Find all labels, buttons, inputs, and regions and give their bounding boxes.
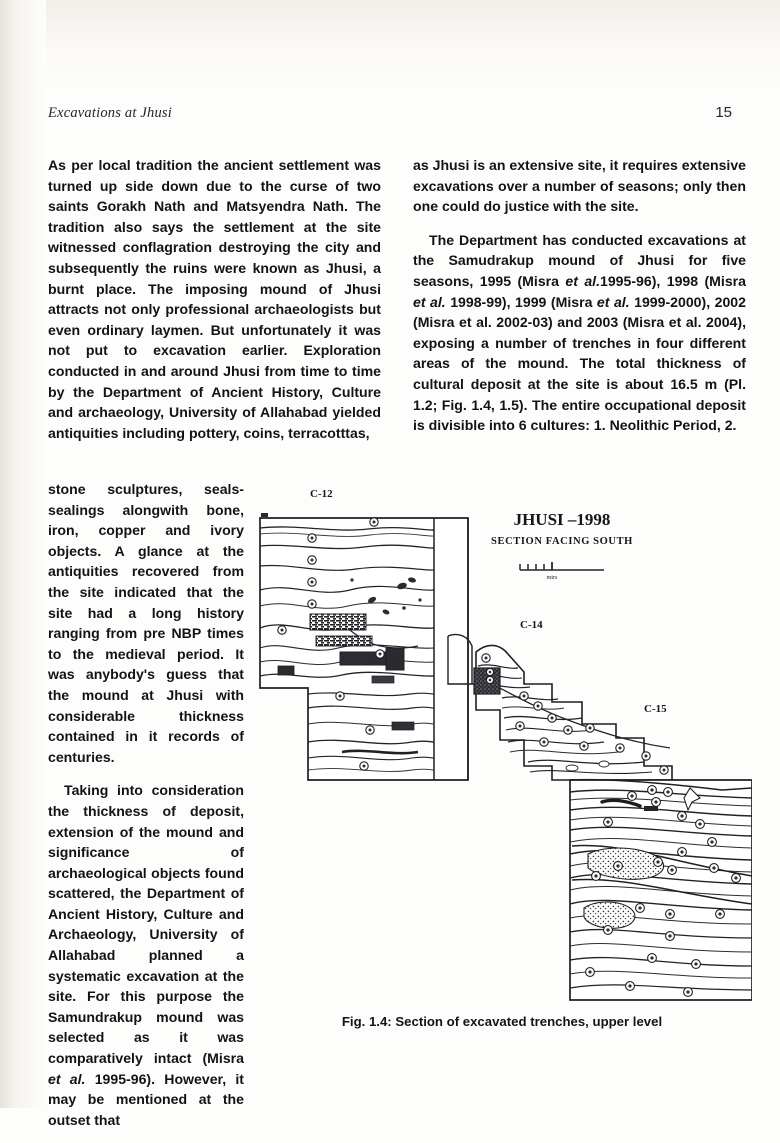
paragraph-right-2-a: The Department has conducted excavations at the Samudrakup mound of Jhusi for five seasons, 1995 (Misra (413, 231, 746, 289)
figure-caption-text: Section of excavated trenches, upper level (391, 1014, 663, 1029)
figure-caption (252, 1014, 752, 1029)
paragraph-right-2 (413, 230, 746, 436)
trench-label-c15: C-15 (644, 703, 667, 715)
trench-section-c12 (260, 513, 468, 780)
running-head (48, 104, 732, 122)
paragraph-left-2-text: Taking into consideration the thickness of deposit, extension of the mound and significance of archaeological objects found scattered, the Department of Ancient History, Culture and Archaeology, University of Allahabad planned a systematic excavation at the site. For this purpose the Samundrakup mound was selected as it was comparatively intact (Misra (48, 782, 244, 1067)
paragraph-left-1a: As per local tradition the ancient settlement was turned up side down due to the curse of two saints Gorakh Nath and Matsyendra Nath. The tradition also says the settlement at the site witnessed conflagration destroying the city and subsequently the ruins were known as Jhusi, a burnt place. The imposing mound of Jhusi attracts not only professional archaeologists but even ordinary laymen. But unfortunately it was not put to excavation earlier. Exploration conducted in and around Jhusi from time to time by the Department of Ancient History, Culture and archaeology, University of Allahabad yielded antiquities including pottery, coins, terracotttas, (48, 157, 381, 441)
paragraph-right-2-it3: et al. (596, 293, 630, 310)
paragraph-right-2-d: 1999-2000), 2002 (Misra et al. 2002-03) and 2003 (Misra et al. 2004), exposing a number of trenches in four different areas of the mound. The total thickness of cultural deposit at the site is about 16.5 m (Pl. 1.2; Fig. 1.4, 1.5). The entire occupational deposit is divisible into 6 cultures: 1. Neolithic Period, 2. (413, 293, 746, 434)
left-column-lower (48, 479, 244, 1143)
paragraph-right-1: as Jhusi is an extensive site, it requires extensive excavations over a number of seasons; only then one could do justice with the site. (413, 157, 746, 215)
scale-unit-label: mtrs (546, 575, 558, 581)
paragraph-right-2-it2: et al. (413, 293, 446, 310)
paragraph-left-2 (48, 780, 244, 1130)
left-column-upper (48, 155, 381, 456)
trench-section-c14 (448, 634, 672, 780)
trench-section-c15 (570, 780, 752, 1000)
figure-title: JHUSI –1998 (513, 510, 611, 529)
figure-1-4 (252, 480, 752, 1040)
paragraph-left-1b: stone sculptures, seals-sealings alongwith bone, iron, copper and ivory objects. A glance at the antiquities recovered from the site indicated that the site had a long history ranging from pre NBP times to the medieval period. It was anybody's guess that the mound at Jhusi with considerable thickness contained in it records of centuries. (48, 481, 244, 765)
paragraph-left-2-tail: 1995-96). However, it may be mentioned at the outset that (48, 1070, 245, 1128)
paragraph-left-2-citation-italic: et al. (48, 1070, 86, 1087)
figure-subtitle: SECTION FACING SOUTH (491, 536, 633, 547)
page-left-shading (0, 0, 46, 1108)
page-number: 15 (715, 104, 732, 121)
trench-label-c14: C-14 (520, 619, 543, 631)
scale-bar (520, 562, 604, 581)
figure-caption-label: Fig. 1.4: (341, 1014, 392, 1029)
trench-label-c12: C-12 (310, 488, 333, 500)
running-head-title: Excavations at Jhusi (48, 105, 173, 121)
page-top-shading (0, 0, 780, 92)
right-column (413, 155, 746, 449)
paragraph-right-2-c: 1998-99), 1999 (Misra (445, 293, 597, 310)
section-drawing-svg (252, 480, 752, 1025)
paragraph-right-2-it1: et al. (565, 272, 600, 289)
paragraph-right-2-b: 1995-96), 1998 (Misra (600, 272, 746, 289)
